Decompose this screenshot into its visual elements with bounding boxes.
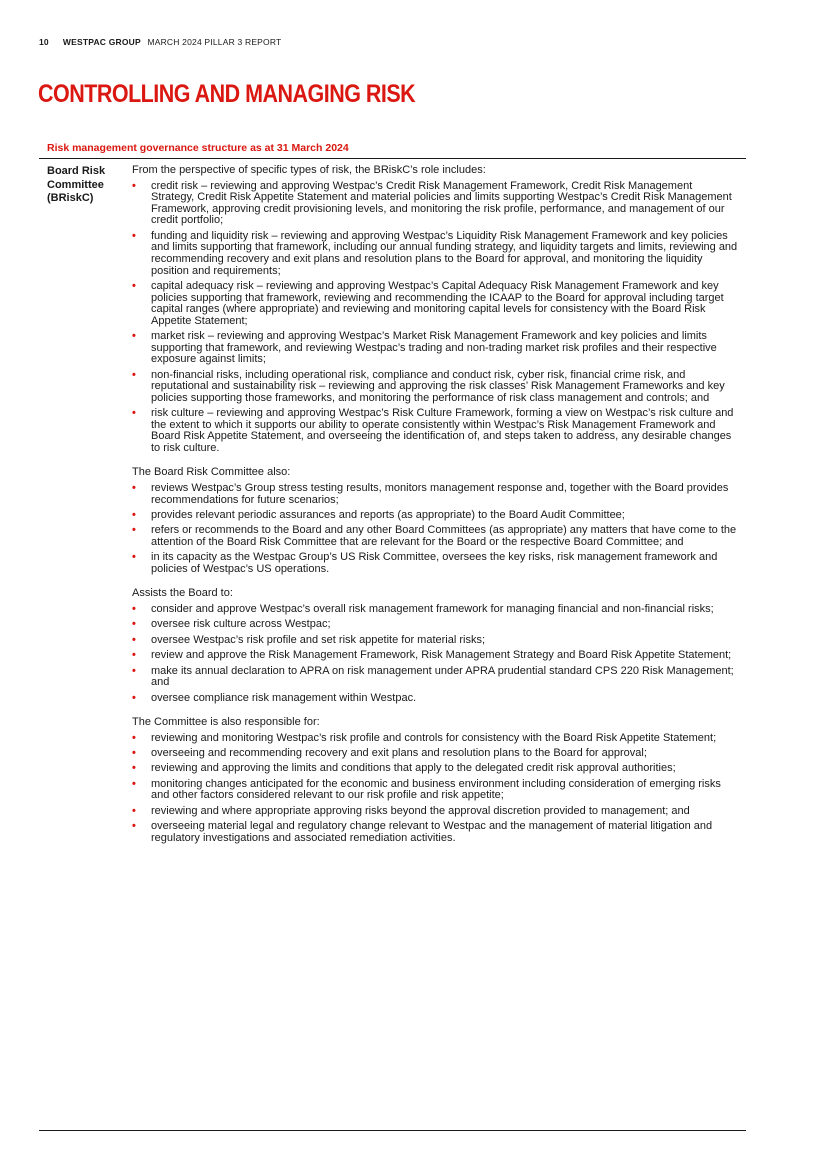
list-item	[132, 748, 738, 760]
list-item-text: non-financial risks, including operational risk, compliance and conduct risk, cyber risk, financial crime risk, and reputational and sustainability risk – reviewing and approving the risk classes’ Risk Management Frameworks and key policies supporting those frameworks, and monitoring the performance of risk class management and controls; and	[151, 368, 725, 404]
list-item	[132, 779, 738, 802]
list-item-text: credit risk – reviewing and approving Westpac’s Credit Risk Management Framework, Credit Risk Management Strategy, Credit Risk Appetite Statement and material policies and limits supporting Westpac’s Credit Risk Management Framework, approving credit provisioning levels, and monitoring the risk profile, performance, and management of our credit portfolio;	[151, 179, 732, 227]
page-header	[39, 37, 281, 47]
bullet-icon: •	[132, 229, 136, 242]
bullet-icon: •	[132, 820, 136, 833]
list-item	[132, 693, 738, 705]
bullet-icon: •	[132, 731, 136, 744]
list-item-text: capital adequacy risk – reviewing and approving Westpac’s Capital Adequacy Risk Management Framework and key policies supporting that framework, reviewing and recommending the ICAAP to the Board for approval including target capital ranges (where appropriate) and reviewing and monitoring capital levels for consistency with the Board Risk Appetite Statement;	[151, 279, 724, 327]
assists-list	[132, 604, 738, 704]
also-list	[132, 483, 738, 576]
row-label: Board Risk Committee (BRiskC)	[47, 165, 106, 204]
section-title: CONTROLLING AND MANAGING RISK	[38, 80, 416, 108]
list-item-text: oversee Westpac’s risk profile and set risk appetite for material risks;	[151, 633, 486, 646]
list-item	[132, 666, 738, 689]
list-item	[132, 552, 738, 575]
also-intro: The Board Risk Committee also:	[132, 466, 291, 479]
list-item-text: funding and liquidity risk – reviewing and approving Westpac’s Liquidity Risk Management Framework and key policies and limits supporting that framework, including our annual funding strategy, and liquidity targets and limits, reviewing and recommending recovery and exit plans and resolution plans to the Board for approval, and monitoring the liquidity position and requirements;	[151, 229, 738, 277]
bullet-icon: •	[132, 777, 136, 790]
list-item	[132, 821, 738, 844]
list-item	[132, 635, 738, 647]
list-item-text: overseeing material legal and regulatory change relevant to Westpac and the management of material litigation and regulatory investigations and associated remediation activities.	[151, 820, 713, 844]
bullet-icon: •	[132, 330, 136, 343]
list-item-text: oversee compliance risk management within Westpac.	[151, 691, 417, 704]
list-item-text: reviewing and monitoring Westpac’s risk profile and controls for consistency with the Board Risk Appetite Statement;	[151, 731, 717, 744]
list-item-text: reviewing and where appropriate approving risks beyond the approval discretion provided to management; and	[151, 804, 690, 817]
bullet-icon: •	[132, 524, 136, 537]
bullet-icon: •	[132, 551, 136, 564]
page-number: 10	[39, 37, 49, 47]
list-item	[132, 483, 738, 506]
bullet-icon: •	[132, 649, 136, 662]
bullet-icon: •	[132, 179, 136, 192]
list-item-text: oversee risk culture across Westpac;	[151, 618, 331, 631]
list-item	[132, 650, 738, 662]
list-item-text: overseeing and recommending recovery and exit plans and resolution plans to the Board for approval;	[151, 746, 647, 759]
responsible-list	[132, 733, 738, 845]
list-item-text: refers or recommends to the Board and any other Board Committees (as appropriate) any matters that have come to the attention of the Board Risk Committee that are relevant for the Board or the respective Board Committee; and	[151, 524, 737, 548]
bullet-icon: •	[132, 407, 136, 420]
list-item	[132, 525, 738, 548]
role-list	[132, 181, 738, 455]
bullet-icon: •	[132, 664, 136, 677]
list-item-text: consider and approve Westpac’s overall risk management framework for managing financial and non-financial risks;	[151, 602, 714, 615]
list-item-text: risk culture – reviewing and approving Westpac’s Risk Culture Framework, forming a view on Westpac’s risk culture and the extent to which it supports our ability to operate consistently within Westpac’s Risk Management Framework and Board Risk Appetite Statement, and overseeing the identification of, and steps taken to address, any desirable changes to risk culture.	[151, 407, 734, 455]
list-item	[132, 619, 738, 631]
bullet-icon: •	[132, 691, 136, 704]
document-title: MARCH 2024 PILLAR 3 REPORT	[147, 37, 282, 47]
bullet-icon: •	[132, 762, 136, 775]
list-item	[132, 763, 738, 775]
list-item-text: in its capacity as the Westpac Group’s US Risk Committee, oversees the key risks, risk management framework and policies of Westpac’s US operations.	[151, 551, 718, 575]
list-item	[132, 181, 738, 227]
bullet-icon: •	[132, 618, 136, 631]
list-item	[132, 281, 738, 327]
list-item	[132, 510, 738, 522]
role-intro: From the perspective of specific types of risk, the BRiskC’s role includes:	[132, 164, 486, 176]
list-item	[132, 733, 738, 745]
table-top-rule	[39, 158, 746, 159]
list-item-text: reviewing and approving the limits and conditions that apply to the delegated credit risk approval authorities;	[151, 762, 676, 775]
bullet-icon: •	[132, 804, 136, 817]
list-item-text: make its annual declaration to APRA on risk management under APRA prudential standard CPS 220 Risk Management; and	[151, 664, 734, 689]
list-item	[132, 331, 738, 366]
bullet-icon: •	[132, 279, 136, 292]
list-item	[132, 604, 738, 616]
list-item-text: reviews Westpac’s Group stress testing results, monitors management response and, together with the Board provides recommendations for future scenarios;	[151, 482, 729, 506]
bullet-icon: •	[132, 602, 136, 615]
list-item	[132, 231, 738, 277]
table-bottom-rule	[39, 1130, 746, 1131]
list-item	[132, 806, 738, 818]
organization-name: WESTPAC GROUP	[62, 37, 141, 47]
list-item-text: review and approve the Risk Management Framework, Risk Management Strategy and Board Risk Appetite Statement;	[151, 649, 732, 662]
list-item	[132, 370, 738, 405]
bullet-icon: •	[132, 509, 136, 522]
list-item-text: provides relevant periodic assurances and reports (as appropriate) to the Board Audit Committee;	[151, 509, 625, 522]
bullet-icon: •	[132, 482, 136, 495]
list-item-text: market risk – reviewing and approving Westpac’s Market Risk Management Framework and key policies and limits supporting that framework, and reviewing Westpac’s trading and non-trading market risk profiles and their respective exposure against limits;	[151, 330, 717, 366]
bullet-icon: •	[132, 746, 136, 759]
list-item	[132, 408, 738, 454]
list-item-text: monitoring changes anticipated for the economic and business environment including consideration of emerging risks and other factors considered relevant to our risk profile and risk appetite;	[151, 777, 721, 802]
bullet-icon: •	[132, 633, 136, 646]
row-content	[132, 165, 738, 848]
assists-intro: Assists the Board to:	[132, 587, 233, 600]
responsible-intro: The Committee is also responsible for:	[132, 715, 320, 728]
bullet-icon: •	[132, 368, 136, 381]
table-caption: Risk management governance structure as at 31 March 2024	[47, 142, 349, 154]
